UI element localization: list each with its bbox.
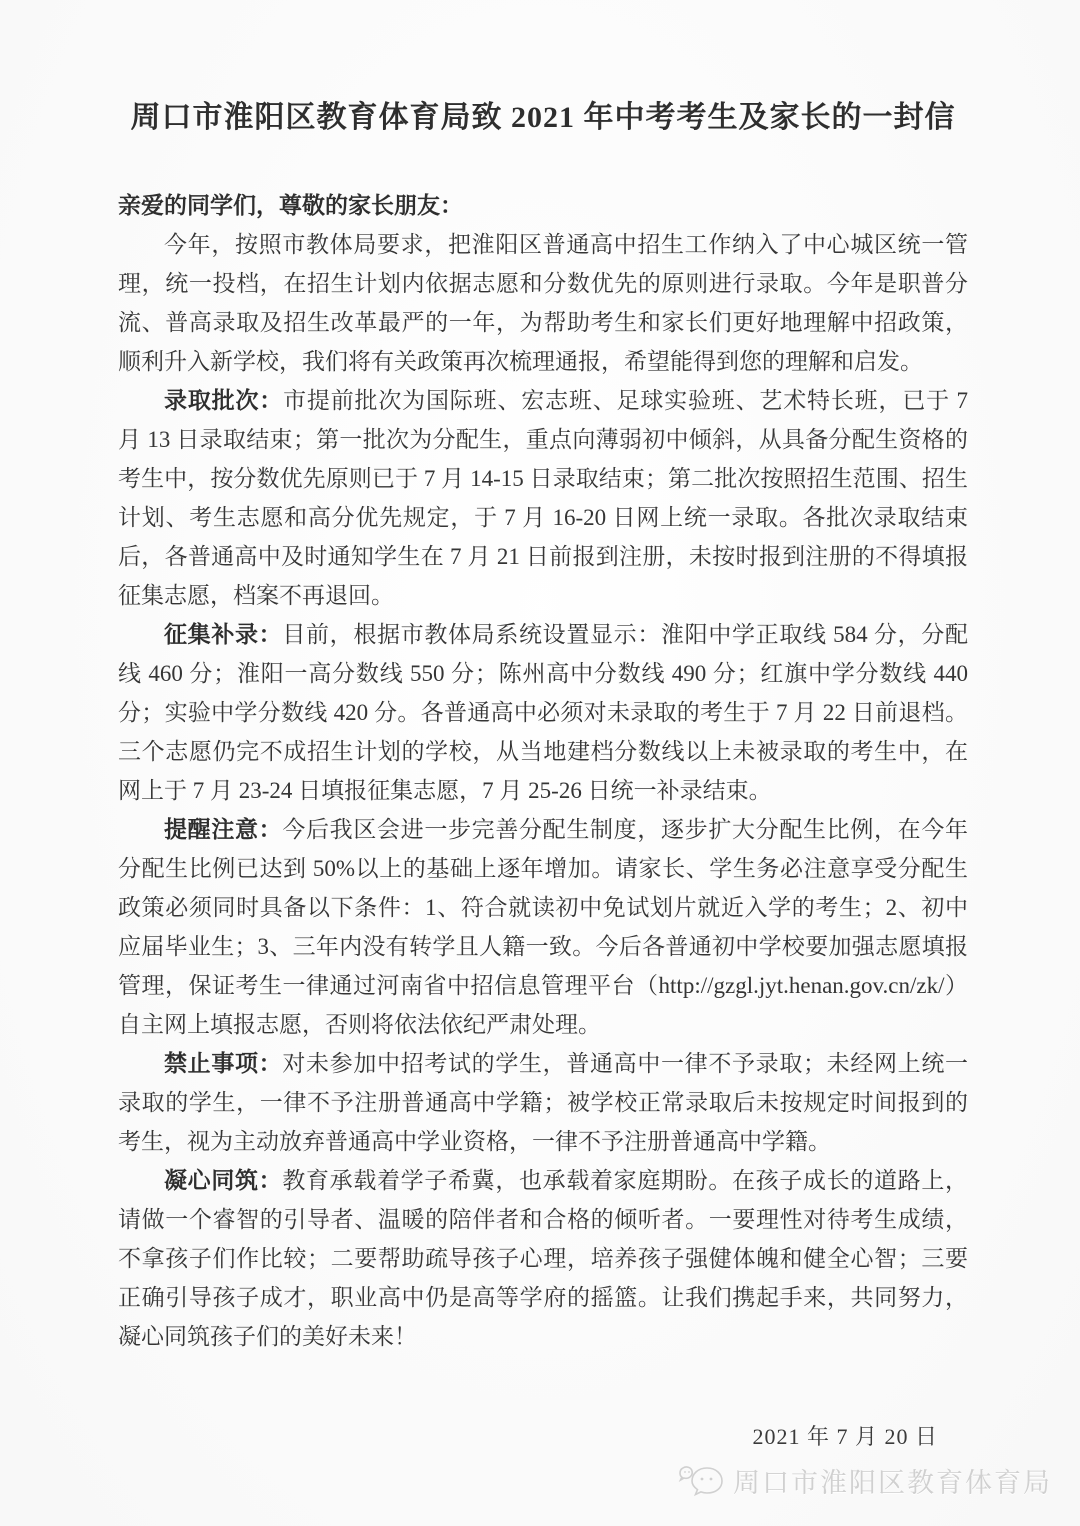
paragraph-text: 今后我区会进一步完善分配生制度，逐步扩大分配生比例，在今年分配生比例已达到 50%以上的基础上逐年增加。请家长、学生务必注意享受分配生政策必须同时具备以下条件：1、符合就读初中免试划片就近入学的考生；2、初中应届毕业生；3、三年内没有转学且人籍一致。今后各普通初中学校要加强志愿填报管理，保证考生一律通过河南省中招信息管理平台（http://gzgl.jyt.henan.gov.cn/zk/）自主网上填报志愿，否则将依法依纪严肃处理。 [118,817,969,1037]
footer-watermark [677,1460,1052,1500]
paragraph-text: 目前，根据市教体局系统设置显示：淮阳中学正取线 584 分，分配线 460 分；淮阳一高分数线 550 分；陈州高中分数线 490 分；红旗中学分数线 440 分；实验中学分数线 420 分。各普通高中必须对未录取的考生于 7 月 22 日前退档。三个志愿仍完不成招生计划的学校，从当地建档分数线以上未被录取的考生中，在网上于 7 月 23-24 日填报征集志愿，7 月 25-26 日统一补录结束。 [118,622,969,803]
paragraph-closing [118,1161,968,1356]
paragraph-intro [118,225,968,381]
paragraph-text: 教育承载着学子希冀，也承载着家庭期盼。在孩子成长的道路上，请做一个睿智的引导者、温暖的陪伴者和合格的倾听者。一要理性对待考生成绩，不拿孩子们作比较；二要帮助疏导孩子心理，培养孩子强健体魄和健全心智；三要正确引导孩子成才，职业高中仍是高等学府的摇篮。让我们携起手来，共同努力，凝心同筑孩子们的美好未来！ [118,1168,969,1349]
paragraph-prohibitions [118,1044,968,1161]
paragraph-text: 今年，按照市教体局要求，把淮阳区普通高中招生工作纳入了中心城区统一管理，统一投档，在招生计划内依据志愿和分数优先的原则进行录取。今年是职普分流、普高录取及招生改革最严的一年，为帮助考生和家长们更好地理解中招政策，顺利升入新学校，我们将有关政策再次梳理通报，希望能得到您的理解和启发。 [118,232,968,374]
page-title: 周口市淮阳区教育体育局致 2021 年中考考生及家长的一封信 [130,101,956,134]
greeting-line: 亲爱的同学们，尊敬的家长朋友： [118,193,463,218]
footer-source-label: 周口市淮阳区教育体育局 [733,1467,1052,1498]
paragraph-supplementary-admission [118,615,968,810]
paragraph-lead: 提醒注意： [164,817,283,842]
paragraph-lead: 凝心同筑： [164,1168,283,1193]
paragraph-lead: 禁止事项： [164,1051,283,1076]
paragraph-admission-batches [118,381,968,615]
paragraph-lead: 征集补录： [164,622,283,647]
paragraph-reminders [118,810,968,1044]
wechat-logo-icon [677,1460,725,1500]
paragraph-text: 对未参加中招考试的学生，普通高中一律不予录取；未经网上统一录取的学生，一律不予注册普通高中学籍；被学校正常录取后未按规定时间报到的考生，视为主动放弃普通高中学业资格，一律不予注册普通高中学籍。 [118,1051,969,1154]
paragraph-text: 市提前批次为国际班、宏志班、足球实验班、艺术特长班，已于 7 月 13 日录取结束；第一批次为分配生，重点向薄弱初中倾斜，从具备分配生资格的考生中，按分数优先原则已于 7 月 14-15 日录取结束；第二批次按照招生范围、招生计划、考生志愿和高分优先规定，于 7 月 16-20 日网上统一录取。各批次录取结束后，各普通高中及时通知学生在 7 月 21 日前报到注册，未按时报到注册的不得填报征集志愿，档案不再退回。 [118,388,969,608]
date-line: 2021 年 7 月 20 日 [752,1424,938,1449]
paragraph-lead: 录取批次： [164,388,284,413]
